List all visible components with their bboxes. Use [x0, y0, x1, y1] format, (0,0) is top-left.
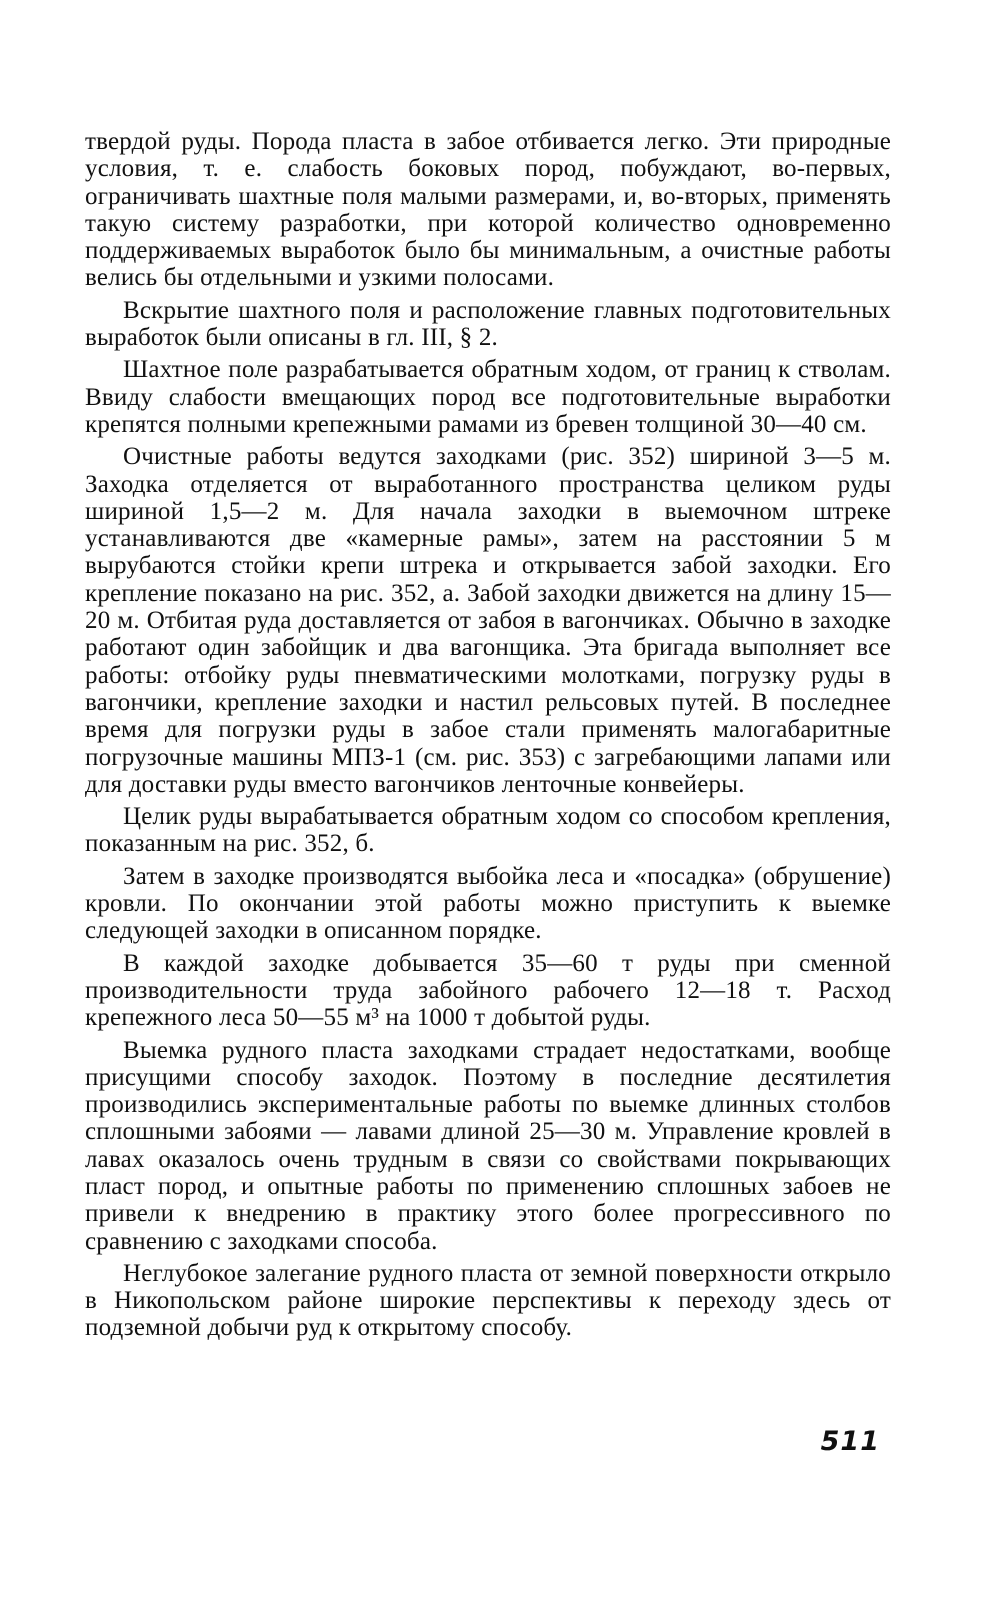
paragraph: Шахтное поле разрабатывается обратным ходом, от границ к стволам. Ввиду слабости вмещающих пород все подготовительные выработки крепятся полными крепежными рамами из бревен толщиной 30—40 см.	[85, 356, 891, 438]
paragraph: Очистные работы ведутся заходками (рис. 352) шириной 3—5 м. Заходка отделяется от выработанного пространства целиком руды шириной 1,5—2 м. Для начала заходки в выемочном штреке устанавливаются две «камерные рамы», затем на расстоянии 5 м вырубаются стойки крепи штрека и открывается забой заходки. Его крепление показано на рис. 352, а. Забой заходки движется на длину 15—20 м. Отбитая руда доставляется от забоя в вагончиках. Обычно в заходке работают один забойщик и два вагонщика. Эта бригада выполняет все работы: отбойку руды пневматическими молотками, погрузку руды в вагончики, крепление заходки и настил рельсовых путей. В последнее время для погрузки руды в забое стали применять малогабаритные погрузочные машины МПЗ-1 (см. рис. 353) с загребающими лапами или для доставки руды вместо вагончиков ленточные конвейеры.	[85, 443, 891, 798]
paragraph: твердой руды. Порода пласта в забое отбивается легко. Эти природные условия, т. е. слабость боковых пород, побуждают, во-первых, ограничивать шахтные поля малыми размерами, и, во-вторых, применять такую систему разработки, при которой количество одновременно поддерживаемых выработок было бы минимальным, а очистные работы велись бы отдельными и узкими полосами.	[85, 128, 891, 292]
paragraph: Затем в заходке производятся выбойка леса и «посадка» (обрушение) кровли. По окончании этой работы можно приступить к выемке следующей заходки в описанном порядке.	[85, 862, 891, 945]
page-number: 511	[820, 1426, 880, 1457]
paragraph: В каждой заходке добывается 35—60 т руды при сменной производительности труда забойного рабочего 12—18 т. Расход крепежного леса 50—55 м³ на 1000 т добытой руды.	[85, 949, 891, 1032]
paragraph: Неглубокое залегание рудного пласта от земной поверхности открыло в Никопольском районе широкие перспективы к переходу здесь от подземной добычи руд к открытому способу.	[85, 1259, 891, 1342]
paragraph: Вскрытие шахтного поля и расположение главных подготовительных выработок были описаны в гл. III, § 2.	[85, 296, 891, 352]
body-text	[85, 128, 891, 1347]
paragraph: Выемка рудного пласта заходками страдает недостатками, вообще присущими способу заходок. Поэтому в последние десятилетия производились экспериментальные работы по выемке длинных столбов сплошными забоями — лавами длиной 25—30 м. Управление кровлей в лавах оказалось очень трудным в связи со свойствами покрывающих пласт пород, и опытные работы по применению сплошных забоев не привели к внедрению в практику этого более прогрессивного по сравнению с заходками способа.	[85, 1036, 891, 1255]
paragraph: Целик руды вырабатывается обратным ходом со способом крепления, показанным на рис. 352, б.	[85, 803, 891, 858]
